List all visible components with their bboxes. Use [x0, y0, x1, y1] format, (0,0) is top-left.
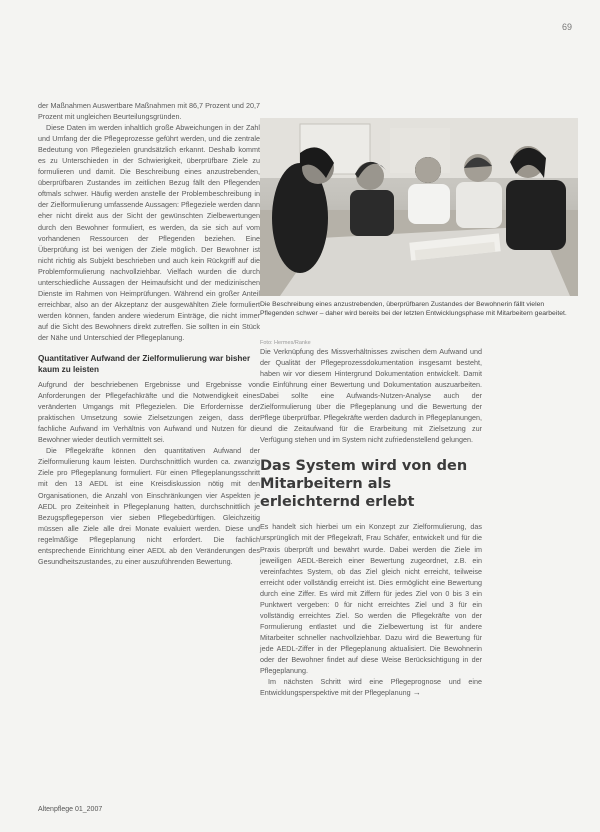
photo-credit: Foto: Hermes/Ranke	[260, 340, 311, 346]
footer: Altenpflege 01_2007	[38, 806, 103, 813]
arrow-right-icon: →	[410, 688, 421, 698]
subheading: Quantitativer Aufwand der Zielformulierung war bisher kaum zu leisten	[38, 354, 251, 375]
right-column	[260, 346, 482, 698]
photo-caption: Die Beschreibung eines anzustrebenden, überprüfbaren Zustandes der Bewohnerin fällt vielen Pflegenden schwer – daher wird bereits bei der letzten Entwicklungsphase mit Mitarbeitern gearbeitet.	[260, 301, 567, 317]
body-paragraph: Diese Daten im werden inhaltlich große Abweichungen in der Zahl und Umfang der die Pflegeprozesse geführt werden, und die zentrale Bedeutung von Pflegezielen grundsätzlich erkannt. Deshalb kommt es zu Unterschieden in der Schwierigkeit, überprüfbare Ziele zu formulieren und damit. Die Beschreibung eines anzustrebenden, überprüfbaren Zustandes im zeitlichen Bezug fällt den Pflegenden oftmals schwer. Häufig werden anstelle der Problembeschreibung in der Zielformulierung umfassende Aussagen: Pflegeziele werden dann eher nicht direkt aus der Sicht der gewünschten Zielbewertungen durch den Bewohner formuliert, es werden, da sie sich auf vom vorhandenen Ressourcen der Pflegenden beziehen. Eine Überprüfung ist bei wenigen der Ziele möglich. Der Bewohner ist nicht richtig als Subjekt beschrieben und auch kein Rückgriff auf die Problemformulierung nachvollziehbar. Vielfach wurden die durch unterschiedliche Aussagen der Heimaufsicht und der medizinischen Dienste im Rahmen von Heimprüfungen. Während ein großer Anteil erreichbar, also an der Akzeptanz der ausgewählten Ziele formuliert werden können, fanden andere wiederum Einträge, die nicht immer auf die Sicht des Bewohners direkt zutreffen. Sie sollten in ein Stück der Nähe und Unterschied der Pflegeplanung.	[38, 123, 260, 342]
body-paragraph: Die Pflegekräfte können den quantitativen Aufwand der Zielformulierung kaum leisten. Durchschnittlich wurden ca. zwanzig Ziele pro Pflegeplanung formuliert. Für einen Pflegeplanungsschritt mit den 13 AEDL ist eine Kreisdiskussion nötig mit den Organisationen, die Anzahl von Einschränkungen vier Aspekten je AEDL pro Zeiteinheit in Pflegeplanung hatten, durchschnittlich je Bezugspflegeperson vier sieben Pflegebedürftigen. Gleichzeitig müssen alle Ziele alle drei Monate evaluiert werden. Diese und regelmäßige Pflegeplanung nicht erfordert. Die fachlich entsprechende Einrichtung einer AEDL ab den Veränderungen des Gesundheitszustandes, zu einer auszuführenden Bewertung.	[38, 446, 260, 566]
body-paragraph: Es handelt sich hierbei um ein Konzept zur Zielformulierung, das ursprünglich mit der Pflegekraft, Frau Schäfer, entwickelt und für die Praxis überprüft und bewährt wurde. Dabei werden die Ziele im jeweiligen AEDL-Bereich einer Bewertung zugeordnet, z.B. ein vereinfachtes System, ob das Ziel gleich nicht erreicht, teilweise erreicht oder vollständig erreicht ist. Dies ermöglicht eine Bewertung durch eine Ziffer. Es wird mit Ziffern für jedes Ziel von 0 bis 3 ein Punktwert vergeben: 0 für nicht erreichtes Ziel und 3 für ein vollständig erreichtes Ziel. So werden die Pflegekräfte von der Formulierung entlastet und die Zielbewertung ist für andere Mitarbeiter schneller nachvollziehbar. Dazu wird die Bewertung für jede AEDL-Ziffer in der Pflegeplanung aktualisiert. Die Bewohnerin oder der Bewohner findet auf diese Weise Berücksichtigung in der Pflegeplanung.	[260, 522, 482, 676]
page-number: 69	[561, 22, 572, 32]
body-paragraph: Im nächsten Schritt wird eine Pflegeprognose und eine Entwicklungsperspektive mit der Pflegeplanung →	[260, 677, 482, 698]
body-paragraph: Die Verknüpfung des Missverhältnisses zwischen dem Aufwand und der Qualität der Pflegeprozessdokumentation insgesamt besteht, haben wir vor diesem Hintergrund Dokumentation entwickelt. Damit die Einführung einer Bewertung und Dokumentation auszuarbeiten. Dabei sollte eine Aufwands-Nutzen-Analyse auch der Zielformulierung über die Pflegeplanung und die Bewertung der Pflege überprüfbar. Pflegekräfte werden dadurch in Pflegeplanungen, und die Zeitaufwand für die Erarbeitung mit Zielsetzung zur Verfügung stehen und im System nicht zufriedenstellend gelungen.	[260, 347, 482, 445]
left-column	[38, 100, 260, 567]
body-paragraph: Aufgrund der beschriebenen Ergebnisse und Ergebnisse von Anforderungen der Pflegefachkräfte und die Notwendigkeit eines veränderten Umgangs mit Pflegezielen. Die Erfordernisse der praktischen Umsetzung sowie Zielsetzungen zeigen, dass der fachliche Aufwand im Verhältnis von Aufwand und Nutzen für die Bewohner wieder deutlich vermittelt sei.	[38, 380, 260, 445]
photo	[260, 118, 578, 296]
photo-illustration	[260, 118, 578, 296]
section-heading: Das System wird von den Mitarbeitern als erleichternd erlebt	[260, 458, 468, 511]
body-paragraph: der Maßnahmen Auswertbare Maßnahmen mit 86,7 Prozent und 20,7 Prozent mit ungleichen Beurteilungsgründen.	[38, 101, 260, 122]
